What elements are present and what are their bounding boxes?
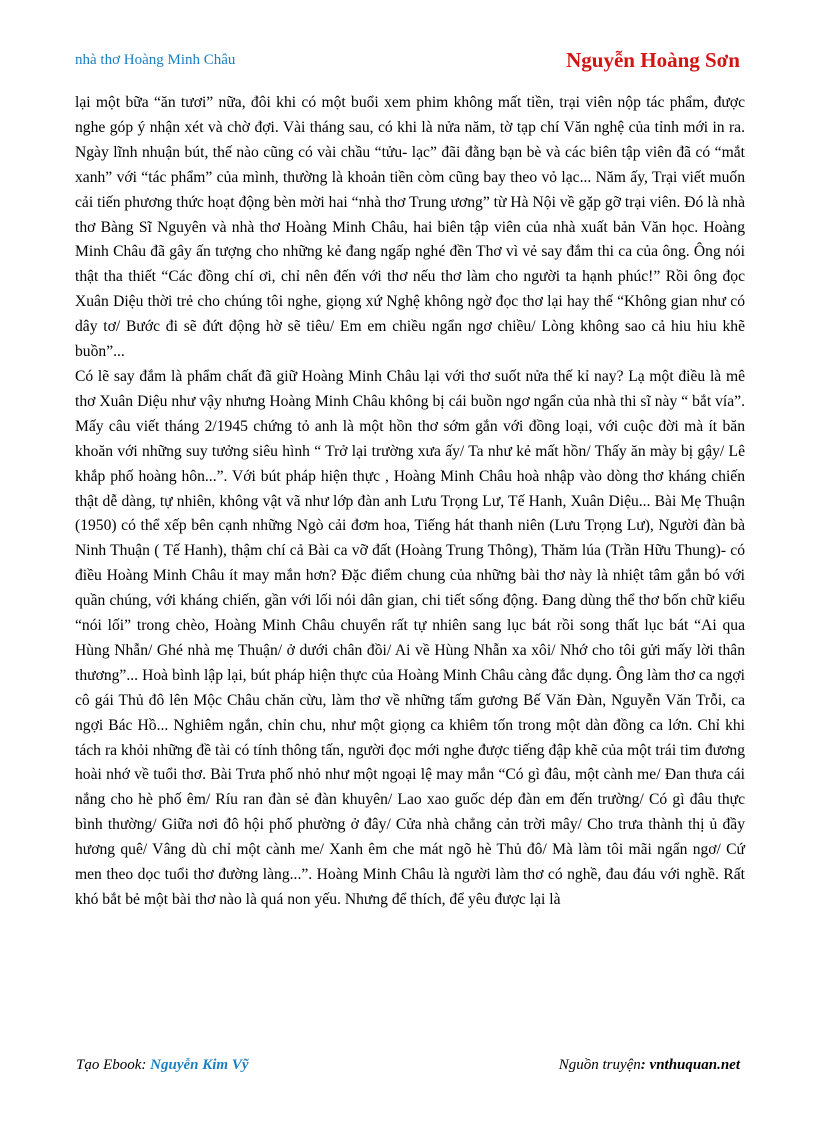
footer-source-sep: : — [640, 1057, 650, 1073]
paragraph-2: Có lẽ say đắm là phẩm chất đã giữ Hoàng Minh Châu lại với thơ suốt nửa thế kỉ nay? Lạ một điều là mê thơ Xuân Diệu như vậy nhưng Hoàng Minh Châu không bị cái buồn ngơ ngẩn của nhà thi sĩ này “ bắt vía”. Mấy câu viết tháng 2/1945 chứng tỏ anh là một hồn thơ sớm gắn với đồng loại, với cuộc đời mà ít băn khoăn với những suy tưởng siêu hình “ Trở lại trường xưa ấy/ Ta như kẻ mất hồn/ Thấy ăn mày bị gậy/ Lê khắp phố hoàng hôn...”. Với bút pháp hiện thực , Hoàng Minh Châu hoà nhập vào dòng thơ kháng chiến thật dễ dàng, tự nhiên, không vật vã như lớp đàn anh Lưu Trọng Lư, Tế Hanh, Xuân Diệu... Bài Mẹ Thuận (1950) có thể xếp bên cạnh những Ngò cải đơm hoa, Tiếng hát thanh niên (Lưu Trọng Lư), Người đàn bà Ninh Thuận ( Tế Hanh), thậm chí cả Bài ca vỡ đất (Hoàng Trung Thông), Thăm lúa (Trần Hữu Thung)- có điều Hoàng Minh Châu ít may mắn hơn? Đặc điểm chung của những bài thơ này là nhiệt tâm gắn bó với quần chúng, với kháng chiến, gần với lối nói dân gian, chi tiết sống động. Đang dùng thể thơ bốn chữ kiểu “nói lối” trong chèo, Hoàng Minh Châu chuyển rất tự nhiên sang lục bát rồi song thất lục bát “Ai qua Hùng Nhẫn/ Ghé nhà mẹ Thuận/ ở dưới chân đồi/ Ai về Hùng Nhẫn xa xôi/ Nhớ cho tôi gửi mấy lời thân thương”... Hoà bình lập lại, bút pháp hiện thực của Hoàng Minh Châu càng đắc dụng. Ông làm thơ ca ngợi cô gái Thủ đô lên Mộc Châu chăn cừu, làm thơ về những tấm gương Bế Văn Đàn, Nguyễn Văn Trỗi, ca ngợi Bác Hồ... Nghiêm ngắn, chỉn chu, như một giọng ca khiêm tốn trong một dàn đồng ca lớn. Chỉ khi tách ra khỏi những đề tài có tính thông tấn, người đọc mới nghe được tiếng đập khẽ của một trái tim đương hoài nhớ về tuổi thơ. Bài Trưa phố nhỏ như một ngoại lệ may mắn “Có gì đâu, một cành me/ Đan thưa cái nắng cho hè phố êm/ Ríu ran đàn sẻ đàn khuyên/ Lao xao guốc dép đàn em đến trường/ Có gì đâu thực bình thường/ Giữa nơi đô hội phố phường ở đây/ Cửa nhà chẳng cản trời mây/ Cho trưa thành thị ủ đầy hương quê/ Vâng dù chỉ một cành me/ Xanh êm che mát ngõ hè Thủ đô/ Mà làm tôi mãi ngẩn ngơ/ Cứ men theo dọc tuổi thơ đường làng...”. Hoàng Minh Châu là người làm thơ có nghề, đau đáu với nghề. Rất khó bắt bẻ một bài thơ nào là quá non yếu. Nhưng để thích, để yêu được lại là — [75, 367, 745, 908]
footer-ebook-label: Tạo Ebook — [76, 1057, 142, 1073]
header-author: Nguyễn Hoàng Sơn — [566, 48, 740, 72]
footer-source-site[interactable]: vnthuquan.net — [649, 1057, 740, 1073]
document-body — [75, 91, 745, 913]
paragraph-1: lại một bữa “ăn tươi” nữa, đôi khi có một buổi xem phim không mất tiền, trại viên nộp tác phẩm, được nghe góp ý nhận xét và chờ đợi. Vài tháng sau, có khi là nửa năm, tờ tạp chí Văn nghệ của tỉnh mới in ra. Ngày lĩnh nhuận bút, thế nào cũng có vài chầu “tửu- lạc” đãi đằng bạn bè và các biên tập viên đã có “mắt xanh” với “tác phẩm” của mình, thường là khoản tiền còm cũng bay theo vỏ lạc... Năm ấy, Trại viết muốn cải tiến phương thức hoạt động bèn mời hai “nhà thơ Trung ương” từ Hà Nội về gặp gỡ trại viên. Đó là nhà thơ Bàng Sĩ Nguyên và nhà thơ Hoàng Minh Châu, hai biên tập viên của nhà xuất bản Văn học. Hoàng Minh Châu đã gây ấn tượng cho những kẻ đang ngấp nghé đền Thơ vì vẻ say đắm thi ca của ông. Ông nói thật tha thiết “Các đồng chí ơi, chỉ nên đến với thơ nếu thơ làm cho người ta hạnh phúc!” Rồi ông đọc Xuân Diệu thời trẻ cho chúng tôi nghe, giọng xứ Nghệ không ngờ đọc thơ lại hay thế “Không gian như có dây tơ/ Bước đi sẽ đứt động hờ sẽ tiêu/ Em em chiều ngẩn ngơ chiều/ Lòng không sao cả hiu hiu khẽ buồn”... — [75, 94, 745, 361]
footer-source-credit — [559, 1057, 740, 1074]
footer-ebook-sep: : — [141, 1057, 151, 1073]
footer-source-label: Nguồn truyện — [558, 1057, 641, 1073]
footer-ebook-credit — [76, 1057, 249, 1074]
header-book-title: nhà thơ Hoàng Minh Châu — [75, 52, 236, 68]
footer-ebook-name: Nguyễn Kim Vỹ — [150, 1057, 249, 1073]
